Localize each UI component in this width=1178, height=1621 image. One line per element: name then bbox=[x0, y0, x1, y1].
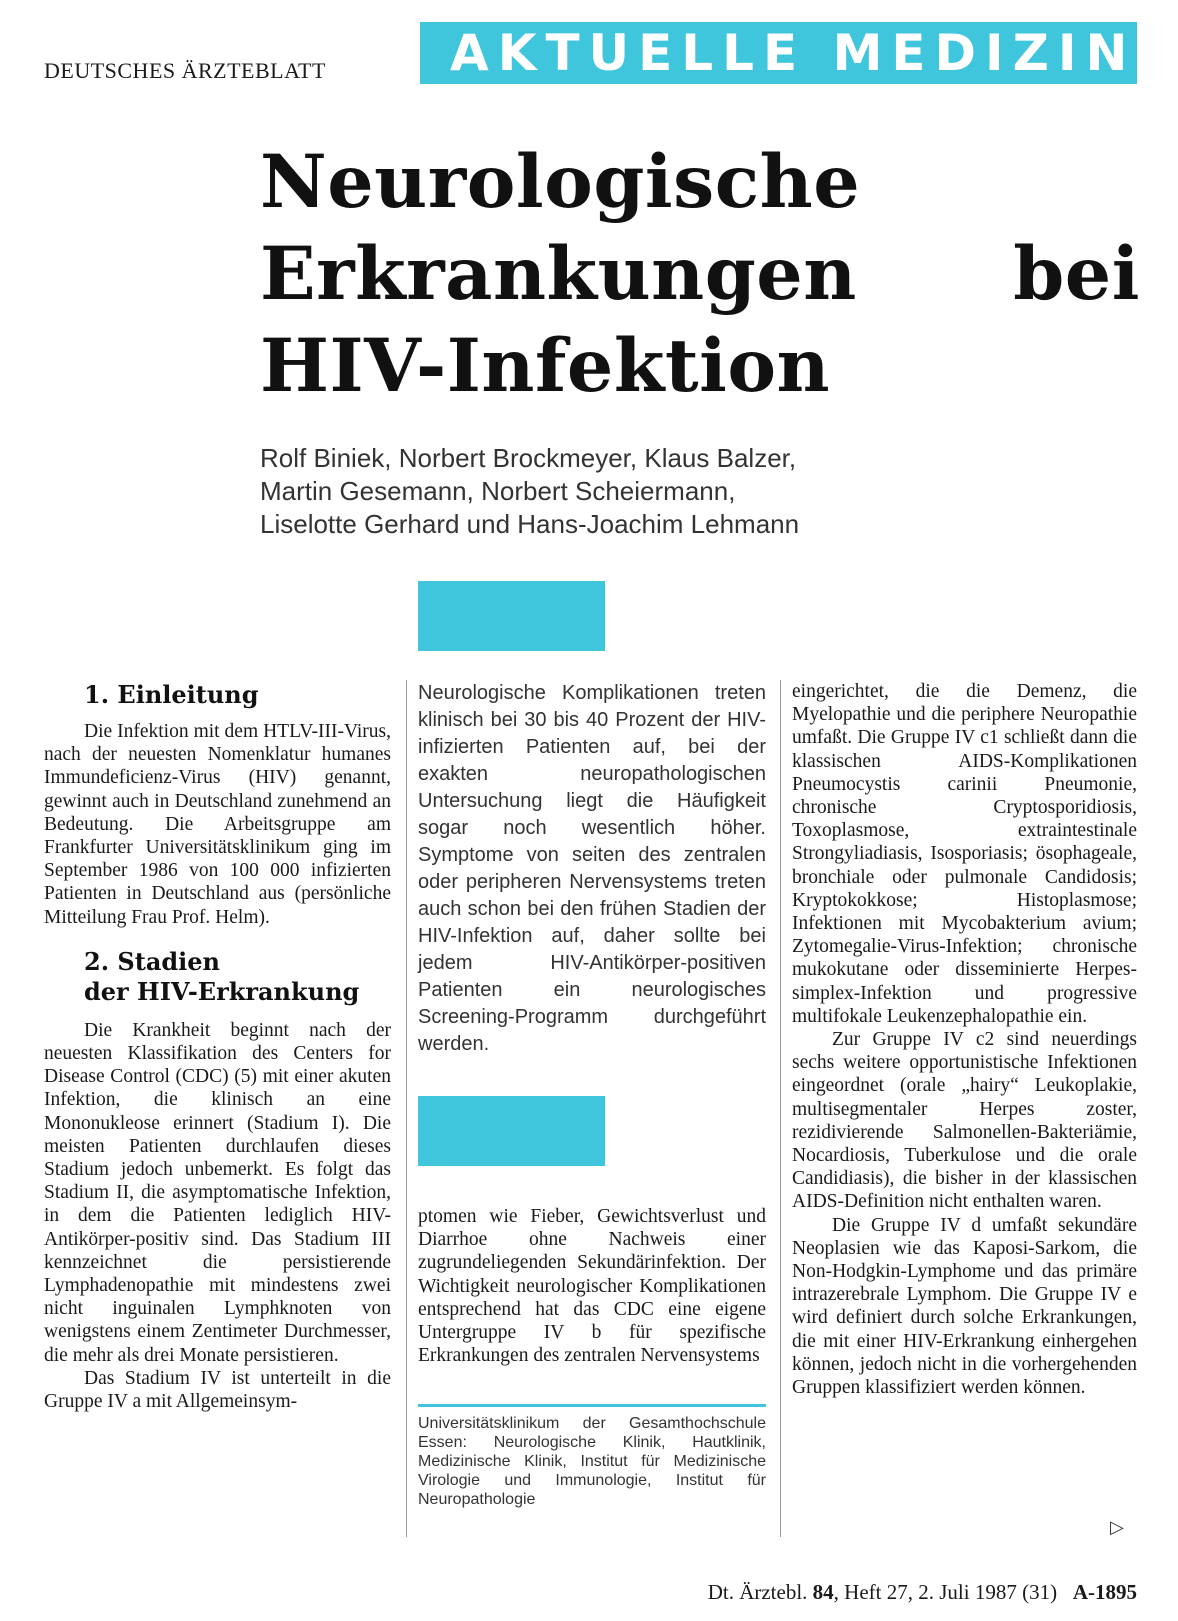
continue-arrow-icon: ▷ bbox=[1110, 1517, 1124, 1537]
column-1 bbox=[44, 680, 391, 1413]
title-line-3: HIV-Infektion bbox=[260, 323, 831, 409]
journal-name: DEUTSCHES ÄRZTEBLATT bbox=[44, 58, 326, 83]
section-label: AKTUELLE MEDIZIN bbox=[450, 24, 1137, 82]
paragraph: Die Infektion mit dem HTLV-III-Virus, nach der neuesten Nomenklatur humanes Immundeficienz-Virus (HIV) genannt, gewinnt auch in Deutschland zunehmend an Bedeutung. Die Arbeitsgruppe am Frankfurter Universitätsklinikum ging im September 1986 von 100 000 infizierten Patienten in Deutschland aus (persönliche Mitteilung Frau Prof. Helm). bbox=[44, 721, 391, 928]
author-list bbox=[260, 442, 799, 541]
article-title bbox=[260, 136, 1140, 412]
column-2 bbox=[418, 1205, 766, 1367]
paragraph: Die Krankheit beginnt nach der neuesten Klassifikation des Centers for Disease Control (CDC) (5) mit einer akuten Infektion, die klinisch an eine Mononukleose erinnert (Stadium I). Die meisten Patienten durchlaufen dieses Stadium jedoch unbemerkt. Es folgt das Stadium II, die asymptomatische Infektion, in dem die Patienten lediglich HIV-Antikörper-positiv sind. Das Stadium III kennzeichnet die persistierende Lymphadenopathie mit mindestens zwei nicht inguinalen Lymphknoten von wenigstens einem Zentimeter Durchmesser, die mehr als drei Monate persistieren. bbox=[44, 1019, 391, 1366]
page-footer bbox=[660, 1580, 1137, 1605]
paragraph: eingerichtet, die die Demenz, die Myelopathie und die periphere Neuropathie umfaßt. Die Gruppe IV c1 schließt dann die klassischen AIDS-Komplikationen Pneumocystis carinii Pneumonie, chronische Cryptosporidiosis, Toxoplasmose, extraintestinale Strongyliadiasis, Isosporiasis; ösophageale, bronchiale oder pulmonale Candidosis; Kryptokokkose; Histoplasmose; Infektionen mit Mycobakterium avium; Zytomegalie-Virus-Infektion; chronische mukokutane oder disseminierte Herpes-simplex-Infektion und progressive multifokale Leukenzephalopathie ein. bbox=[792, 681, 1137, 1027]
affiliation: Universitätsklinikum der Gesamthochschule Essen: Neurologische Klinik, Hautklinik, Medizinische Klinik, Institut für Medizinische Virologie und Immunologie, Institut für Neuropathologie bbox=[418, 1415, 766, 1508]
heading-line: 2. Stadien bbox=[84, 946, 220, 976]
footer-volume: 84 bbox=[812, 1580, 834, 1604]
section-banner bbox=[420, 22, 1137, 84]
lead-paragraph: Neurologische Komplikationen treten klinisch bei 30 bis 40 Prozent der HIV-infizierten Patienten auf, bei der exakten neuropathologischen Untersuchung liegt die Häufigkeit sogar noch wesentlich höher. Symptome von seiten des zentralen oder peripheren Nervensystems treten auch schon bei den frühen Stadien der HIV-Infektion auf, daher sollte bei jedem HIV-Antikörper-positiven Patienten ein neurologisches Screening-Programm durchgeführt werden. bbox=[418, 682, 766, 1055]
author-line: Martin Gesemann, Norbert Scheiermann, bbox=[260, 476, 736, 506]
title-line-2 bbox=[260, 228, 1140, 320]
column-divider bbox=[780, 680, 781, 1537]
footer-issue: , Heft 27, 2. Juli 1987 (31) bbox=[833, 1580, 1058, 1604]
decorative-blue-block bbox=[418, 1096, 605, 1166]
title-word-erkrankungen: Erkrankungen bbox=[260, 231, 857, 317]
affiliation-rule bbox=[418, 1404, 766, 1407]
column-divider bbox=[406, 680, 407, 1537]
author-line: Rolf Biniek, Norbert Brockmeyer, Klaus Balzer, bbox=[260, 443, 797, 473]
lead-text bbox=[418, 680, 766, 1058]
section-heading-einleitung: 1. Einleitung bbox=[84, 680, 259, 709]
page-number: A-1895 bbox=[1072, 1580, 1137, 1604]
section-heading-stadien bbox=[84, 947, 391, 1007]
title-word-bei: bei bbox=[1013, 231, 1140, 317]
footer-journal: Dt. Ärztebl. bbox=[707, 1580, 808, 1604]
column-3 bbox=[792, 680, 1137, 1399]
heading-line: der HIV-Erkrankung bbox=[84, 976, 360, 1006]
title-line-1: Neurologische bbox=[260, 139, 861, 225]
decorative-blue-block bbox=[418, 581, 605, 651]
paragraph: Das Stadium IV ist unterteilt in die Gruppe IV a mit Allgemeinsym- bbox=[44, 1367, 391, 1413]
paragraph: Zur Gruppe IV c2 sind neuerdings sechs weitere opportunistische Infektionen eingeordnet (orale „hairy“ Leukoplakie, multisegmentaler Herpes zoster, rezidivierende Salmonellen-Bakteriämie, Nocardiosis, Tuberkulose und die orale Candidiasis), die bisher in der klassischen AIDS-Definition nicht enthalten waren. bbox=[792, 1029, 1137, 1213]
paragraph: Die Gruppe IV d umfaßt sekundäre Neoplasien wie das Kaposi-Sarkom, die Non-Hodgkin-Lymphome und das primäre intrazerebrale Lymphom. Die Gruppe IV e wird definiert durch solche Erkrankungen, die mit einer HIV-Erkrankung einhergehen können, jedoch nicht in die vorhergehenden Gruppen klassifiziert werden können. bbox=[792, 1214, 1137, 1399]
author-line: Liselotte Gerhard und Hans-Joachim Lehmann bbox=[260, 509, 800, 539]
paragraph: ptomen wie Fieber, Gewichtsverlust und Diarrhoe ohne Nachweis einer zugrundeliegenden Sekundärinfektion. Der Wichtigkeit neurologischer Komplikationen entsprechend hat das CDC eine eigene Untergruppe IV b für spezifische Erkrankungen des zentralen Nervensystems bbox=[418, 1206, 766, 1367]
